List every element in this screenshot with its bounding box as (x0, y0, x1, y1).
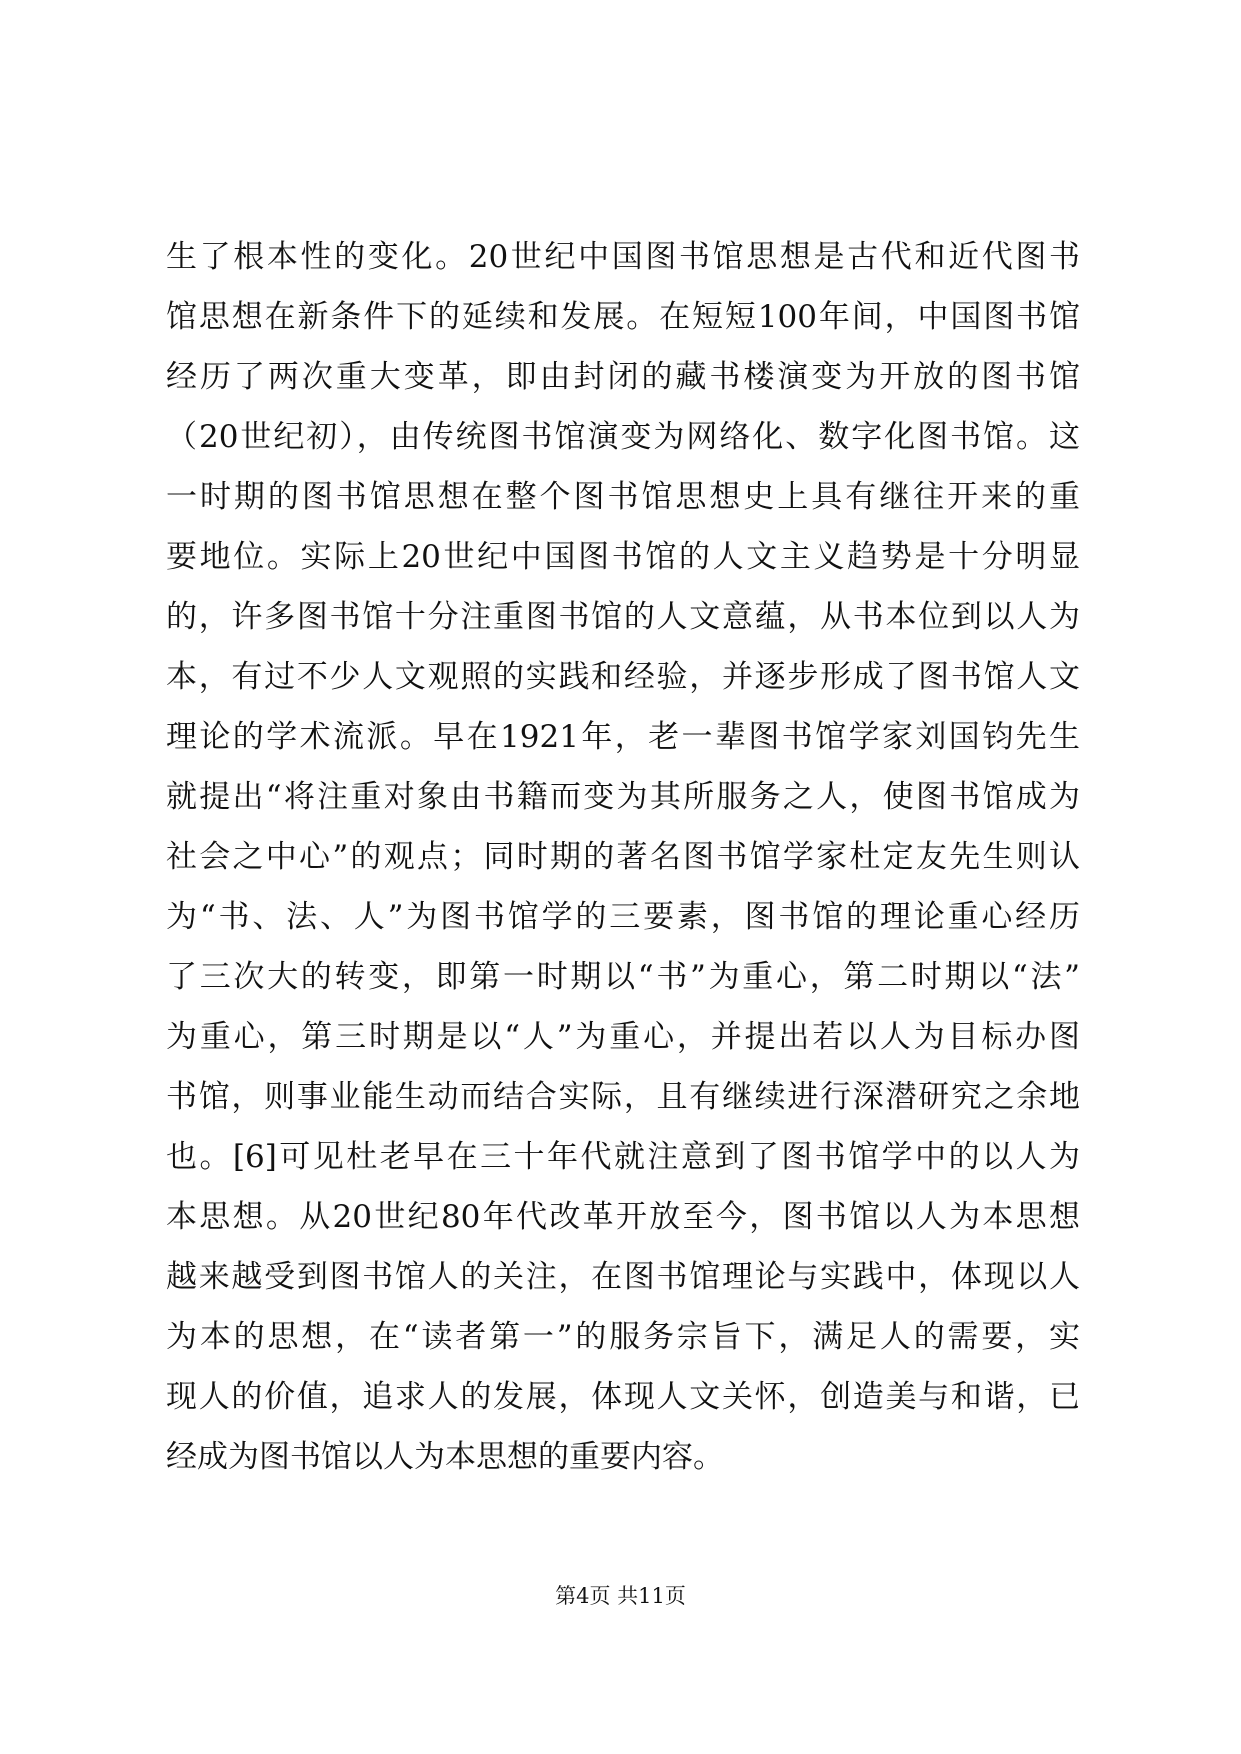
text-line: 社会之中心”的观点；同时期的著名图书馆学家杜定友先生则认 (166, 839, 1080, 875)
text-line: 经历了两次重大变革，即由封闭的藏书楼演变为开放的图书馆 (166, 359, 1080, 395)
text-line: 的，许多图书馆十分注重图书馆的人文意蕴，从书本位到以人为 (166, 599, 1080, 635)
text-line: 也。[6]可见杜老早在三十年代就注意到了图书馆学中的以人为 (166, 1139, 1080, 1175)
text-line: 本，有过不少人文观照的实践和经验，并逐步形成了图书馆人文 (166, 659, 1080, 695)
text-line: 生了根本性的变化。20世纪中国图书馆思想是古代和近代图书 (166, 239, 1080, 275)
text-line: 为“书、法、人”为图书馆学的三要素，图书馆的理论重心经历 (166, 899, 1080, 935)
text-line: 本思想。从20世纪80年代改革开放至今，图书馆以人为本思想 (166, 1199, 1080, 1235)
text-line: 现人的价值，追求人的发展，体现人文关怀，创造美与和谐，已 (166, 1379, 1080, 1415)
text-line: 为重心，第三时期是以“人”为重心，并提出若以人为目标办图 (166, 1019, 1080, 1055)
text-line: （20世纪初），由传统图书馆演变为网络化、数字化图书馆。这 (166, 419, 1080, 455)
page-number-footer: 第4页 共11页 (555, 1584, 686, 1608)
text-line: 了三次大的转变，即第一时期以“书”为重心，第二时期以“法” (166, 959, 1080, 995)
text-line: 一时期的图书馆思想在整个图书馆思想史上具有继往开来的重 (166, 479, 1080, 515)
text-line: 要地位。实际上20世纪中国图书馆的人文主义趋势是十分明显 (166, 539, 1080, 575)
text-line: 书馆，则事业能生动而结合实际，且有继续进行深潜研究之余地 (166, 1079, 1080, 1115)
text-line: 越来越受到图书馆人的关注，在图书馆理论与实践中，体现以人 (166, 1259, 1080, 1295)
text-line: 就提出“将注重对象由书籍而变为其所服务之人，使图书馆成为 (166, 779, 1080, 815)
text-line: 为本的思想，在“读者第一”的服务宗旨下，满足人的需要，实 (166, 1319, 1080, 1355)
text-line: 馆思想在新条件下的延续和发展。在短短100年间，中国图书馆 (166, 299, 1080, 335)
text-line: 理论的学术流派。早在1921年，老一辈图书馆学家刘国钧先生 (166, 719, 1080, 755)
text-line: 经成为图书馆以人为本思想的重要内容。 (166, 1439, 724, 1475)
body-paragraph (166, 227, 1080, 1487)
